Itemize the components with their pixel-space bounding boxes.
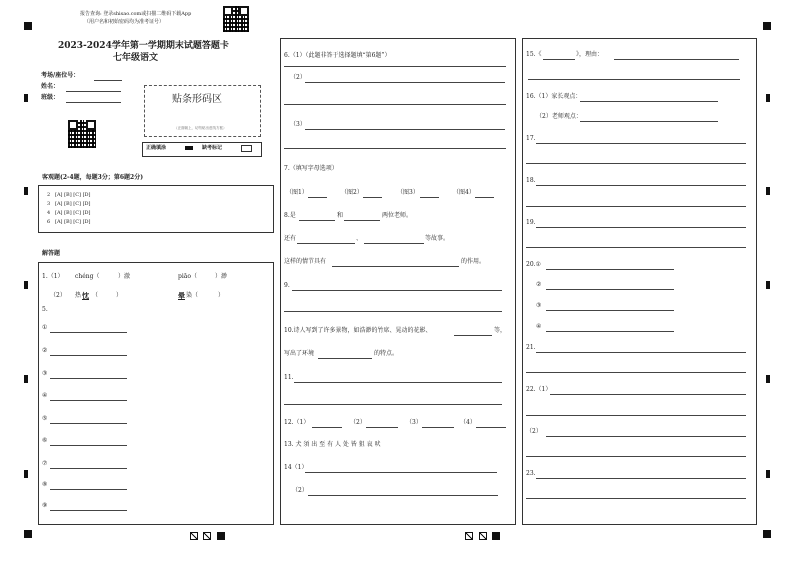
q20-answer-line[interactable] [546, 331, 674, 332]
q8-line1-end: 两位老师。 [382, 212, 413, 219]
correct-fill-label: 正确填涂 [146, 145, 167, 151]
q5-item: ③ [42, 370, 48, 377]
q5-item: ⑨ [42, 502, 48, 509]
q21-line-b[interactable] [526, 372, 746, 373]
name-label: 姓名： [41, 83, 60, 90]
q5-item: ⑧ [42, 481, 48, 488]
q6-2-line-b[interactable] [284, 104, 506, 105]
q20-item: ③ [536, 302, 542, 309]
q16-1-line[interactable] [580, 101, 718, 102]
objective-row-num: 4 [47, 210, 51, 216]
q12-item: （4） [460, 419, 476, 426]
q13-text[interactable]: 13. 犬 須 出 至 有 人 处 皆 狙 哀 吠 [284, 441, 381, 448]
answer-panel-3 [522, 38, 757, 525]
q20-label: 20.① [526, 261, 541, 268]
q10-line1-end: 等， [494, 327, 507, 334]
q12-answer-line[interactable] [366, 427, 398, 428]
q22-2-line[interactable] [546, 436, 746, 437]
q5-item: ① [42, 324, 48, 331]
q5-answer-line[interactable] [50, 423, 127, 424]
class-field[interactable] [66, 102, 121, 103]
objective-row-num: 3 [47, 201, 51, 207]
q14-2-label: （2） [292, 487, 308, 494]
q22-2-line-b[interactable] [526, 456, 746, 457]
q5-answer-line[interactable] [50, 378, 127, 379]
q8-line2-mid: 、 [356, 235, 363, 242]
q5-item: ⑦ [42, 460, 48, 467]
q1-word1-paren: （ [92, 292, 99, 299]
notice-line1: 报告查询: 登录shisao.com或扫描二维码下载App [80, 11, 192, 17]
q1-part2-label: （2） [50, 292, 66, 299]
q8-line3-pre: 这样的情节具有 [284, 258, 327, 265]
barcode-label: 贴条形码区 [172, 94, 222, 105]
q22-1-label: 22.（1） [526, 386, 552, 393]
objective-row-options[interactable]: [A] [B] [C] [D] [55, 201, 91, 207]
q5-answer-line[interactable] [50, 355, 127, 356]
q7-answer-line[interactable] [475, 197, 494, 198]
q8-blank4[interactable] [364, 243, 424, 244]
q8-blank5[interactable] [332, 266, 459, 267]
q5-answer-line[interactable] [50, 510, 127, 511]
q14-2-line[interactable] [308, 495, 498, 496]
q14-1-label: 14（1） [284, 464, 308, 471]
page-mark-solid [492, 532, 500, 540]
q12-answer-line[interactable] [312, 427, 342, 428]
q22-1-line[interactable] [550, 394, 746, 395]
q6-2-label: （2） [290, 74, 306, 81]
q11-line[interactable] [294, 382, 502, 383]
q14-1-line[interactable] [305, 472, 497, 473]
page-mark-slash [479, 532, 487, 540]
q1-pinyin2: piāo（ [178, 273, 197, 280]
q19-line-b[interactable] [526, 247, 746, 248]
q8-blank3[interactable] [297, 243, 355, 244]
q8-line1-mid: 和 [337, 212, 344, 219]
q18-label: 18. [526, 177, 536, 184]
q6-3-line-b[interactable] [284, 148, 506, 149]
q1-word2-paren: 染（ [186, 292, 199, 299]
side-mark [24, 470, 28, 478]
q20-item: ② [536, 281, 542, 288]
q15-pre: 15.《 [526, 51, 542, 58]
q7-item: （图4） [453, 189, 475, 196]
q12-answer-line[interactable] [422, 427, 454, 428]
room-label: 考场/座位号： [41, 72, 80, 79]
q22-1-line-b[interactable] [526, 415, 746, 416]
q1-pinyin1-end[interactable]: ）澈 [118, 273, 131, 280]
q7-label: 7.（填写字母选项） [284, 165, 338, 172]
q15-reason-line-b[interactable] [528, 79, 740, 80]
q1-part1-label: 1.（1） [42, 273, 64, 280]
corner-mark-top-right [763, 22, 771, 30]
q23-line-b[interactable] [526, 498, 746, 499]
q7-answer-line[interactable] [308, 197, 327, 198]
class-label: 班级： [41, 94, 60, 101]
q12-item: （2） [350, 419, 366, 426]
absent-mark-label: 缺考标记 [202, 145, 223, 151]
corner-mark-bottom-left [24, 530, 32, 538]
objective-row-num: 2 [47, 192, 51, 198]
q17-line[interactable] [536, 143, 746, 144]
answer-section-title: 解答题 [42, 250, 61, 257]
page-mark-solid [217, 532, 225, 540]
q5-label: 5. [42, 306, 48, 313]
q9-line-b[interactable] [284, 311, 502, 312]
q10-line2-pre: 写出了环境 [284, 350, 315, 357]
q5-item: ④ [42, 392, 48, 399]
q9-line[interactable] [292, 290, 502, 291]
qr-code-top [223, 6, 249, 32]
q1-pinyin1: chéng（ [75, 273, 100, 280]
q8-line1-pre: 8.是 [284, 212, 296, 219]
page-subtitle: 七年级语文 [113, 53, 159, 63]
q8-blank1[interactable] [299, 220, 335, 221]
notice-line2: （用户名和初始密码均为准考证号） [84, 19, 165, 25]
side-mark [24, 281, 28, 289]
q18-line-b[interactable] [526, 206, 746, 207]
side-mark [766, 281, 770, 289]
q7-answer-line[interactable] [420, 197, 439, 198]
q5-answer-line[interactable] [50, 489, 127, 490]
q8-blank2[interactable] [344, 220, 380, 221]
q7-item: （图2） [341, 189, 363, 196]
page-mark-slash [203, 532, 211, 540]
q1-word1-bold: 忱 [82, 291, 89, 300]
room-field[interactable] [94, 80, 122, 81]
objective-row-options[interactable]: [A] [B] [C] [D] [55, 210, 91, 216]
q5-item: ⑥ [42, 437, 48, 444]
q11-line-b[interactable] [284, 404, 502, 405]
q6-3-label: （3） [290, 121, 306, 128]
side-mark [766, 94, 770, 102]
side-mark [766, 470, 770, 478]
q21-line[interactable] [536, 352, 746, 353]
q10-line1: 10.诗人写到了许多景物，如浩渺的竹席、晃动的花影、 [284, 327, 432, 334]
objective-row-options[interactable]: [A] [B] [C] [D] [55, 192, 91, 198]
q9-label: 9. [284, 282, 290, 289]
q1-word2-close[interactable]: ） [218, 292, 225, 299]
q23-label: 23. [526, 470, 536, 477]
q5-answer-line[interactable] [50, 332, 127, 333]
q18-line[interactable] [536, 185, 746, 186]
q20-answer-line[interactable] [546, 310, 674, 311]
q15-title-blank[interactable] [543, 59, 575, 60]
q17-label: 17. [526, 135, 536, 142]
page-mark-slash [465, 532, 473, 540]
q1-pinyin2-end[interactable]: ）渺 [215, 273, 228, 280]
q16-2-label: （2）老师观点： [536, 113, 582, 120]
side-mark [24, 375, 28, 383]
q7-item: （图3） [397, 189, 419, 196]
page-mark-slash [190, 532, 198, 540]
answer-panel-1 [38, 262, 274, 525]
name-field[interactable] [66, 91, 121, 92]
q20-item: ④ [536, 323, 542, 330]
q6-2-line[interactable] [305, 82, 505, 83]
q16-2-line[interactable] [580, 121, 718, 122]
objective-title: 客观题(2-4题，每题3分；第6题2分) [42, 174, 144, 181]
q8-line2-end: 等故事。 [425, 235, 450, 242]
side-mark [766, 187, 770, 195]
q17-line-b[interactable] [526, 163, 746, 164]
q22-2-label: （2） [526, 428, 542, 435]
q5-answer-line[interactable] [50, 445, 127, 446]
corner-mark-bottom-right [763, 530, 771, 538]
side-mark [766, 375, 770, 383]
q6-1-label: 6.（1）（此题非答于选择题填“第6题”） [284, 52, 391, 59]
q8-line3-end: 的作用。 [461, 258, 486, 265]
q5-item: ⑤ [42, 415, 48, 422]
q15-mid: 》，理由： [576, 51, 604, 58]
q12-item: 12.（1） [284, 419, 310, 426]
q16-1-label: 16.（1）家长观点： [526, 93, 582, 100]
q5-item: ② [42, 347, 48, 354]
q20-line[interactable] [546, 269, 674, 270]
side-mark [24, 187, 28, 195]
q1-word1-close[interactable]: ） [116, 292, 123, 299]
answer-panel-2 [280, 38, 516, 525]
q10-blank2[interactable] [318, 358, 372, 359]
barcode-note: （正面朝上，切勿贴出虚线方框） [174, 126, 227, 130]
q12-item: （3） [406, 419, 422, 426]
q19-label: 19. [526, 219, 536, 226]
q20-answer-line[interactable] [546, 289, 674, 290]
q7-item: （图1） [286, 189, 308, 196]
qr-code-student [68, 120, 96, 148]
q8-line2-pre: 还有 [284, 235, 297, 242]
q11-label: 11. [284, 374, 294, 381]
q10-blank1[interactable] [454, 335, 492, 336]
q15-reason-line[interactable] [614, 59, 739, 60]
q6-3-line[interactable] [305, 129, 505, 130]
q5-answer-line[interactable] [50, 400, 127, 401]
corner-mark-top-left [24, 22, 32, 30]
q12-answer-line[interactable] [476, 427, 506, 428]
side-mark [24, 94, 28, 102]
page-title: 2023-2024学年第一学期期末试题答题卡 [58, 41, 229, 51]
q21-label: 21. [526, 344, 536, 351]
q1-word2-bold: 晕 [178, 291, 185, 300]
q19-line[interactable] [536, 227, 746, 228]
objective-row-options[interactable]: [A] [B] [C] [D] [55, 219, 91, 225]
q5-answer-line[interactable] [50, 468, 127, 469]
q7-answer-line[interactable] [363, 197, 382, 198]
q23-line[interactable] [536, 478, 746, 479]
correct-fill-sample [185, 146, 193, 150]
q6-1-line[interactable] [284, 66, 506, 67]
objective-row-num: 6 [47, 219, 51, 225]
absent-checkbox[interactable] [241, 145, 252, 152]
q10-line2-end: 的特点。 [374, 350, 399, 357]
q1-word1-pre: 热 [75, 292, 82, 299]
